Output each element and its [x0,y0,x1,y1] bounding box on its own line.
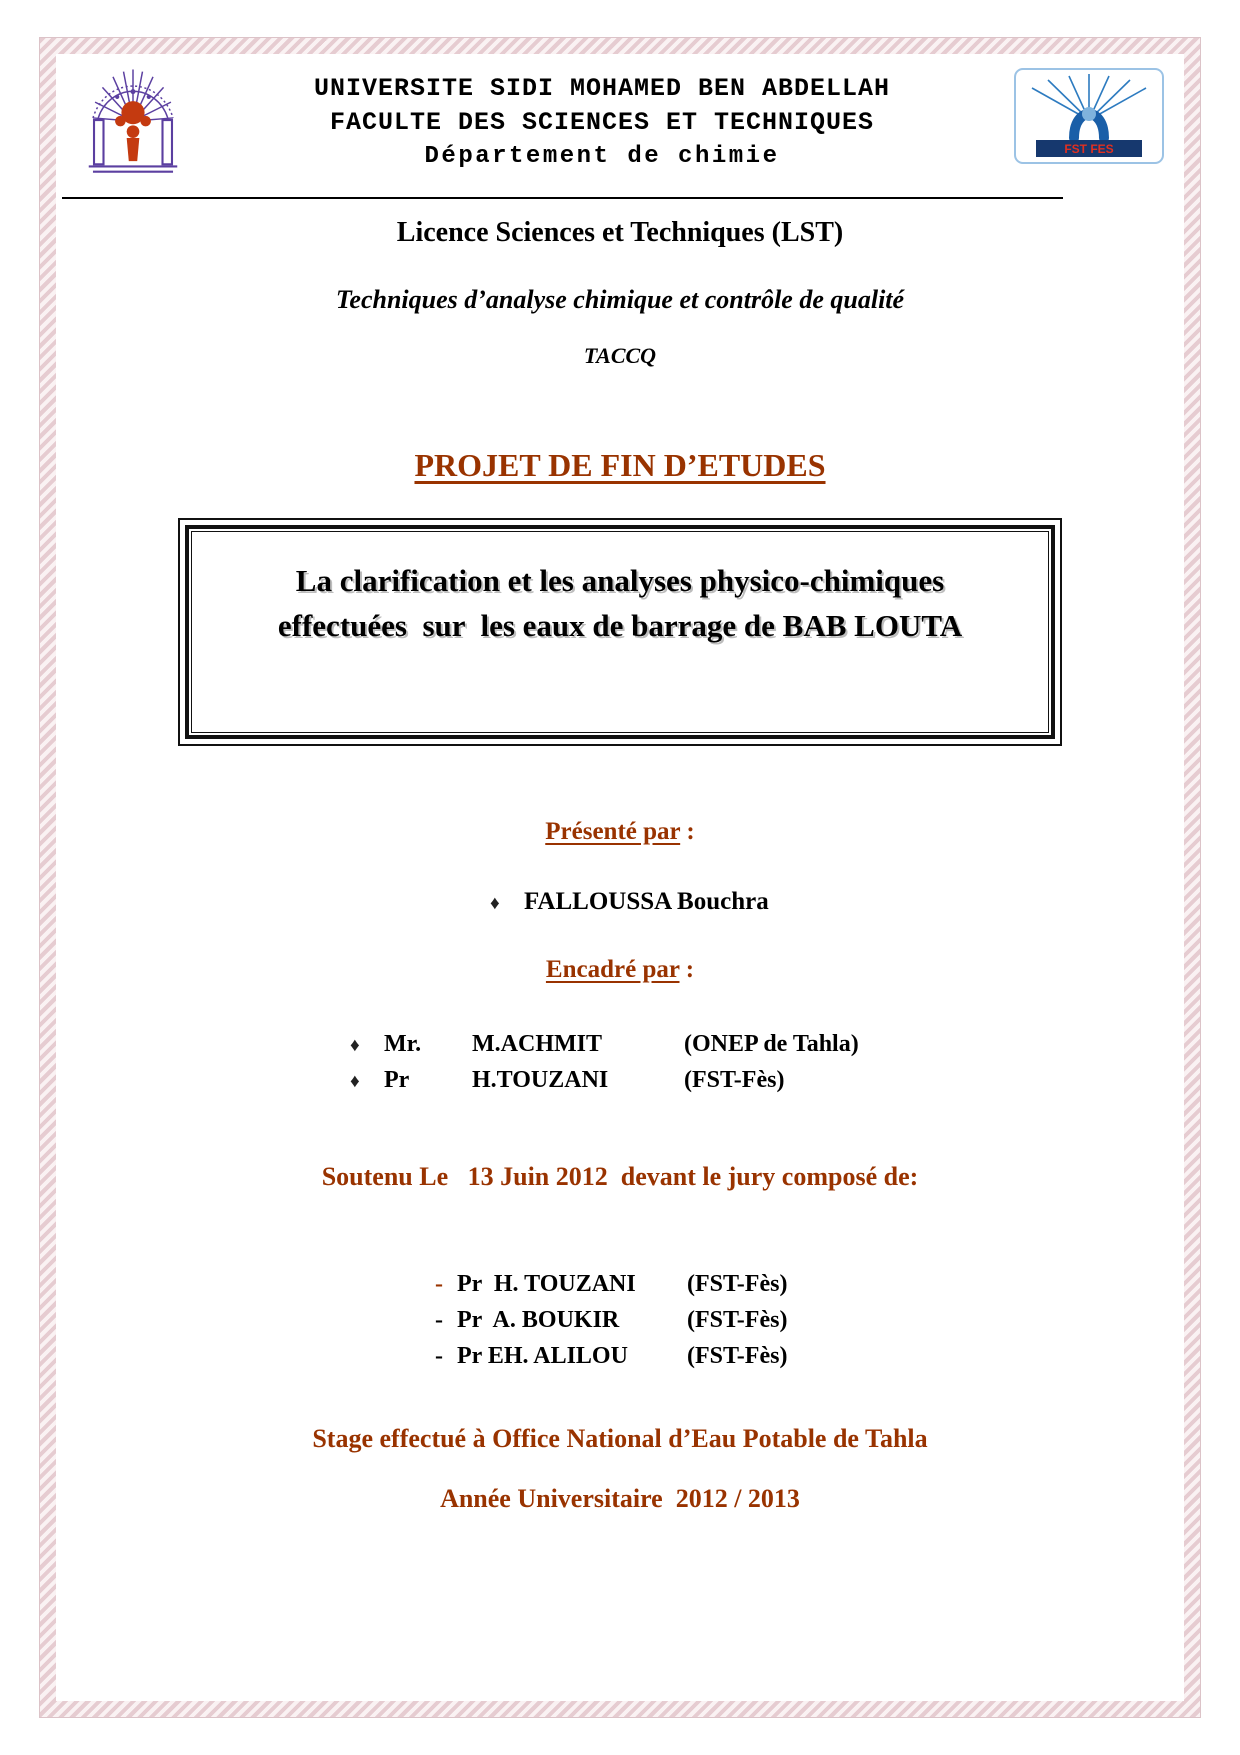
title-box-inner [185,525,1055,739]
header-divider [62,197,1063,199]
thesis-title-line1: La clarification et les analyses physico-chimiques [295,563,945,598]
supervisors-list [350,1026,890,1098]
supervised-by-colon: : [679,955,695,983]
jury-member-name: Pr EH. ALILOU [457,1342,628,1369]
supervisor-name: M.ACHMIT [472,1030,602,1057]
internship-statement: Stage effectué à Office National d’Eau Potable de Tahla [312,1423,928,1453]
supervisor-affiliation: (FST-Fès) [684,1066,785,1093]
defense-statement: Soutenu Le 13 Juin 2012 devant le jury composé de: [321,1161,919,1191]
student-name: FALLOUSSA Bouchra [524,887,769,915]
project-heading-text: PROJET DE FIN D’ETUDES [414,447,826,483]
supervised-by-underlined: Encadré par [545,955,680,983]
project-heading [70,447,1170,484]
jury-dash: - [435,1270,443,1297]
presented-by-colon: : [680,817,695,845]
jury-member-affiliation: (FST-Fès) [687,1342,788,1369]
jury-row [435,1302,805,1338]
jury-list [435,1266,805,1374]
jury-member-affiliation: (FST-Fès) [687,1306,788,1333]
thesis-title-line2: effectuées sur les eaux de barrage de BAB LOUTA [277,607,963,643]
jury-row [435,1338,805,1374]
faculty-name: FACULTE DES SCIENCES ET TECHNIQUES [329,107,875,137]
degree-title: Licence Sciences et Techniques (LST) [396,217,844,248]
supervisor-row [350,1062,890,1098]
fst-fes-icon [1014,68,1164,164]
academic-year: Année Universitaire 2012 / 2013 [440,1483,800,1513]
jury-dash: - [435,1306,443,1333]
supervisor-affiliation: (ONEP de Tahla) [684,1030,859,1057]
diamond-bullet-icon: ♦ [350,1070,360,1092]
jury-row [435,1266,805,1302]
university-name: UNIVERSITE SIDI MOHAMED BEN ABDELLAH [313,74,891,103]
presented-by-label [70,818,1170,846]
page-content [70,60,1170,1685]
program-acronym: TACCQ [583,343,657,368]
supervisor-title: Mr. [384,1030,422,1057]
jury-member-name: Pr H. TOUZANI [457,1270,636,1297]
department-name: Département de chimie [424,142,780,170]
university-emblem-icon [80,60,186,178]
jury-member-name: Pr A. BOUKIR [457,1306,620,1333]
supervisor-name: H.TOUZANI [472,1066,609,1093]
university-emblem-logo [80,60,190,183]
title-box [178,518,1062,746]
header-text [190,60,1014,173]
fst-fes-logo [1014,68,1164,169]
header [70,60,1170,183]
presented-by-underlined: Présenté par [545,817,681,845]
diamond-bullet-icon: ♦ [350,1034,360,1056]
supervised-by-label [70,956,1170,984]
jury-dash: - [435,1342,443,1369]
fst-fes-caption: FST FES [1064,142,1114,156]
supervisor-title: Pr [384,1066,410,1093]
student-row [340,888,900,916]
supervisor-row [350,1026,890,1062]
diamond-bullet-icon: ♦ [490,892,500,914]
program-track: Techniques d’analyse chimique et contrôle de qualité [335,285,905,314]
jury-member-affiliation: (FST-Fès) [687,1270,788,1297]
